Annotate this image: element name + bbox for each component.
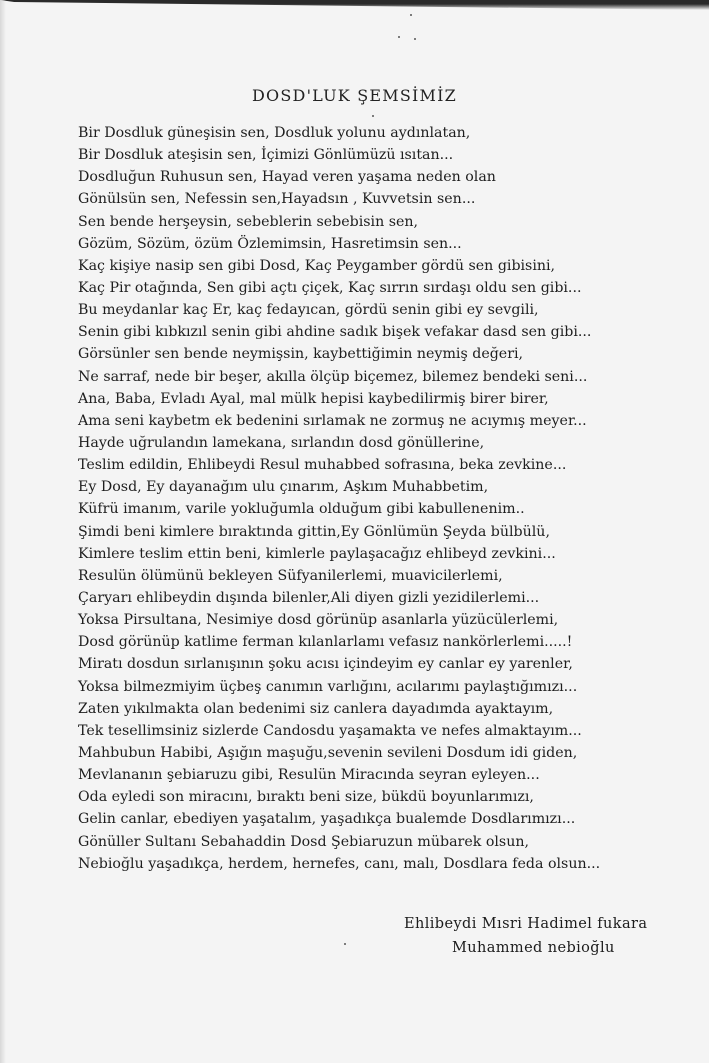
scan-speck [344,943,346,945]
poem-line: Dosdluğun Ruhusun sen, Hayad veren yaşama neden olan [78,169,496,186]
scan-speck [410,14,412,16]
scan-speck [372,115,374,117]
poem-line: Çaryarı ehlibeydin dışında bilenler,Ali diyen gizli yezidilerlemi... [78,589,540,606]
poem-line: Teslim edildin, Ehlibeydi Resul muhabbed sofrasına, beka zevkine... [78,457,567,474]
poem-line: Bu meydanlar kaç Er, kaç fedayıcan, gördü senin gibi ey sevgili, [78,302,539,319]
poem-line: Yoksa Pirsultana, Nesimiye dosd görünüp asanlarla yüzücülerlemi, [78,612,559,629]
scan-speck [414,38,416,40]
poem-line: Gönüller Sultanı Sebahaddin Dosd Şebiaruzun mübarek olsun, [78,833,529,850]
poem-line: Dosd görünüp katlime ferman kılanlarlamı vefasız nankörlerlemi.....! [78,634,573,651]
poem-line: Tek tesellimsiniz sizlerde Candosdu yaşamakta ve nefes almaktayım... [78,722,582,739]
poem-line: Zaten yıkılmakta olan bedenimi siz canlera dayadımda ayaktayım, [78,700,554,717]
poem-line: Gönülsün sen, Nefessin sen,Hayadsın , Kuvvetsin sen... [78,191,476,208]
scan-shadow-edge [0,0,709,10]
poem-line: Sen bende herşeysin, sebeblerin sebebisin sen, [78,213,419,230]
poem-line: Yoksa bilmezmiyim üçbeş canımın varlığını, acılarımı paylaştığımızı... [78,678,578,695]
signature-line: Ehlibeydi Mısri Hadimel fukara [404,916,648,932]
poem-line: Miratı dosdun sırlanışının şoku acısı içindeyim ey canlar ey yarenler, [78,656,573,673]
poem-line: Gözüm, Sözüm, özüm Özlemimsin, Hasretimsin sen... [78,235,462,252]
poem-body [78,122,678,875]
poem-line: Kimlere teslim ettin beni, kimlerle paylaşacağız ehlibeyd zevkini... [78,545,556,562]
poem-line: Şimdi beni kimlere bıraktında gittin,Ey Gönlümün Şeyda bülbülü, [78,523,550,540]
poem-line: Bir Dosdluk güneşisin sen, Dosdluk yolunu aydınlatan, [78,125,471,141]
poem-line: Mahbubun Habibi, Aşığın maşuğu,sevenin sevileni Dosdum idi giden, [78,744,578,761]
poem-line: Mevlananın şebiaruzu gibi, Resulün Miracında seyran eyleyen... [78,767,540,784]
poem-line: Ana, Baba, Evladı Ayal, mal mülk hepisi kaybedilirmiş birer birer, [78,390,549,407]
document-title: DOSD'LUK ŞEMSİMİZ [252,86,457,105]
poem-line: Nebioğlu yaşadıkça, herdem, hernefes, canı, malı, Dosdlara feda olsun... [78,855,601,872]
poem-line: Kaç kişiye nasip sen gibi Dosd, Kaç Peygamber gördü sen gibisini, [78,257,556,274]
poem-line: Kaç Pir otağında, Sen gibi açtı çiçek, Kaç sırrın sırdaşı oldu sen gibi... [78,279,582,296]
poem-line: Resulün ölümünü bekleyen Süfyanilerlemi, muavicilerlemi, [78,567,503,584]
poem-line: Ey Dosd, Ey dayanağım ulu çınarım, Aşkım Muhabbetim, [78,479,489,496]
poem-line: Ne sarraf, nede bir beşer, akılla ölçüp biçemez, bilemez bendeki seni... [78,368,588,385]
poem-line: Senin gibi kıbkızıl senin gibi ahdine sadık bişek vefakar dasd sen gibi... [78,324,592,341]
signature-name: Muhammed nebioğlu [452,940,615,956]
poem-line: Hayde uğrulandın lamekana, sırlandın dosd gönüllerine, [78,434,485,451]
scan-speck [398,36,400,38]
poem-line: Oda eyledi son miracını, bıraktı beni size, bükdü boyunlarımızı, [78,789,534,806]
poem-line: Ama seni kaybetm ek bedenini sırlamak ne zormuş ne acıymış meyer... [78,412,587,429]
poem-line: Görsünler sen bende neymişsin, kaybettiğimin neymiş değeri, [78,346,524,363]
poem-line: Gelin canlar, ebediyen yaşatalım, yaşadıkça bualemde Dosdlarımızı... [78,811,576,828]
poem-line: Bir Dosdluk ateşisin sen, İçimizi Gönlümüzü ısıtan... [78,147,454,164]
scan-left-shadow [0,0,6,1063]
poem-line: Küfrü imanım, varile yokluğumla olduğum gibi kabullenenim.. [78,501,525,518]
